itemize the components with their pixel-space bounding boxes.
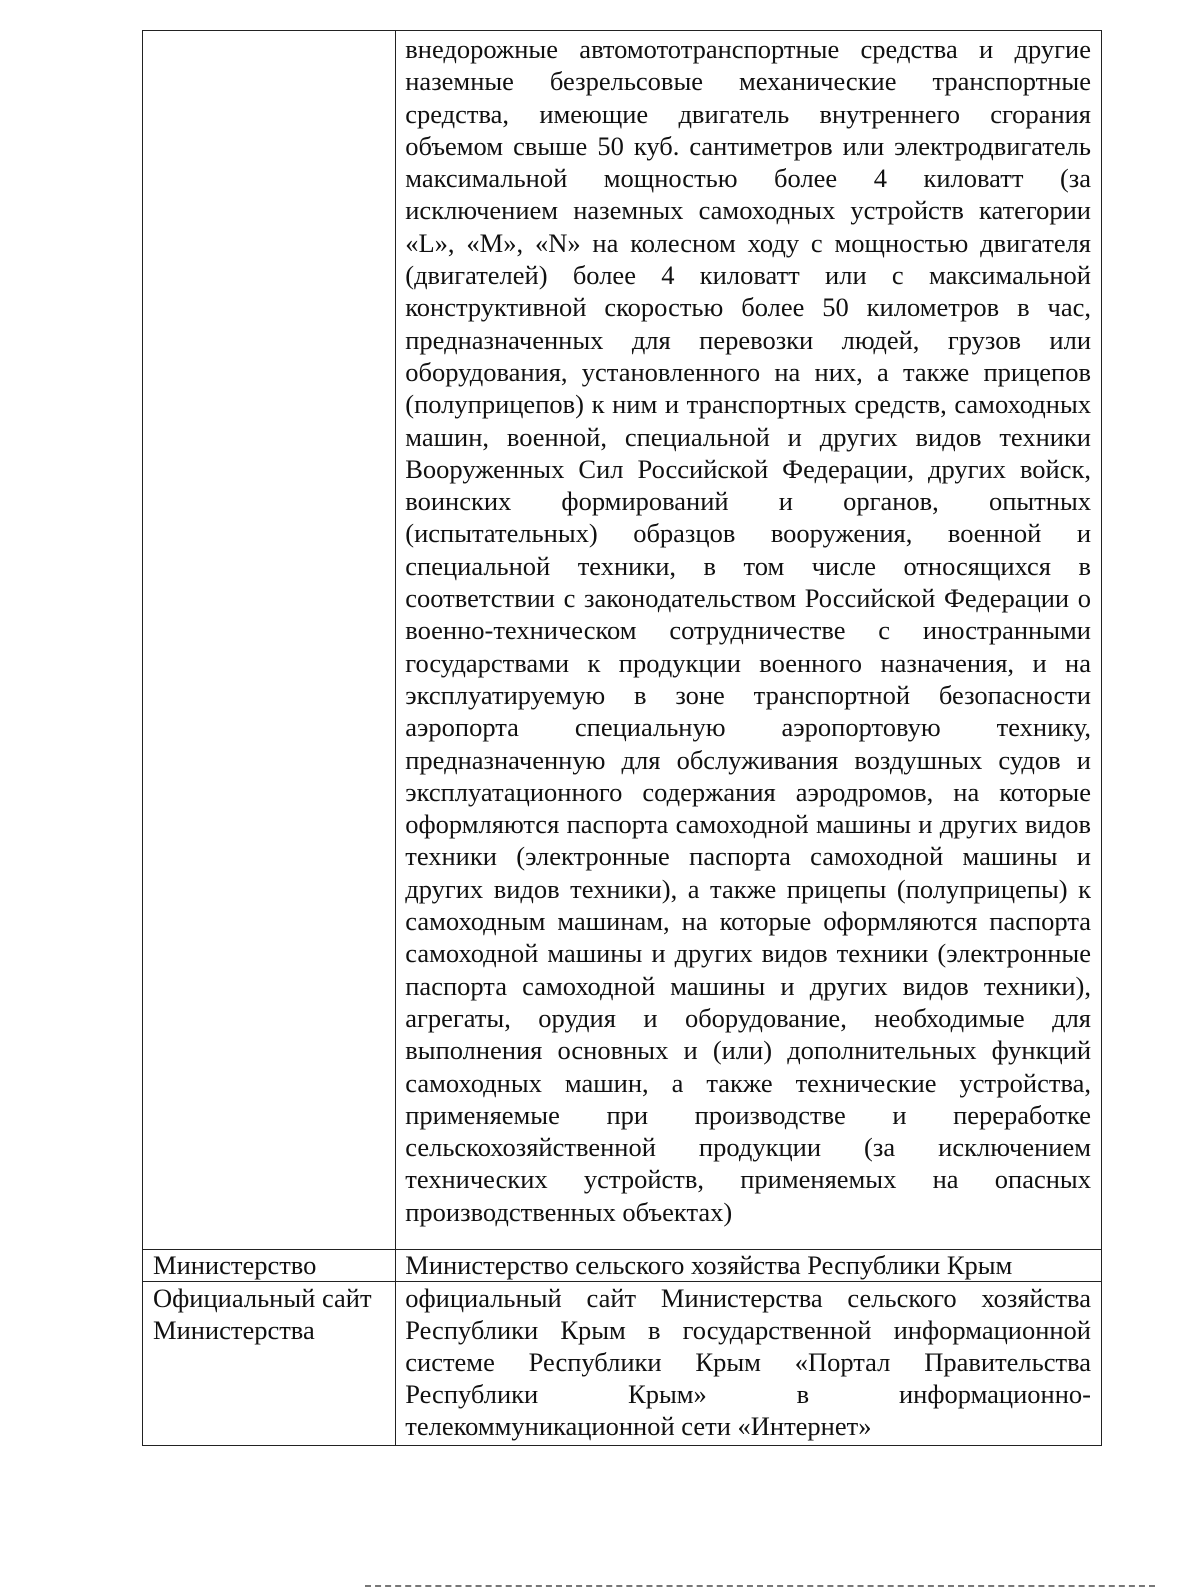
definition-cell: официальный сайт Министерства сельского хозяйства Республики Крым в государственной информационной системе Республики Крым «Портал Правительства Республики Крым» в информационно-телекоммуникационной сети «Интернет» (396, 1282, 1102, 1446)
table-row (143, 31, 1102, 1250)
table-row (143, 1282, 1102, 1446)
table-row (143, 1250, 1102, 1282)
term-cell: Министерство (143, 1250, 396, 1282)
definition-cell: Министерство сельского хозяйства Республики Крым (396, 1250, 1102, 1282)
term-cell: Официальный сайт Министерства (143, 1282, 396, 1446)
definitions-table (142, 30, 1102, 1446)
definition-cell: внедорожные автомототранспортные средства и другие наземные безрельсовые механические транспортные средства, имеющие двигатель внутреннего сгорания объемом свыше 50 куб. сантиметров или электродвигатель максимальной мощностью более 4 киловатт (за исключением наземных самоходных устройств категории «L», «M», «N» на колесном ходу с мощностью двигателя (двигателей) более 4 киловатт или с максимальной конструктивной скоростью более 50 километров в час, предназначенных для перевозки людей, грузов или оборудования, установленного на них, а также прицепов (полуприцепов) к ним и транспортных средств, самоходных машин, военной, специальной и других видов техники Вооруженных Сил Российской Федерации, других войск, воинских формирований и органов, опытных (испытательных) образцов вооружения, военной и специальной техники, в том числе относящихся в соответствии с законодательством Российской Федерации о военно-техническом сотрудничестве с иностранными государствами к продукции военного назначения, и на эксплуатируемую в зоне транспортной безопасности аэропорта специальную аэропортовую технику, предназначенную для обслуживания воздушных судов и эксплуатационного содержания аэродромов, на которые оформляются паспорта самоходной машины и других видов техники (электронные паспорта самоходной машины и других видов техники), а также прицепы (полуприцепы) к самоходным машинам, на которые оформляются паспорта самоходной машины и других видов техники (электронные паспорта самоходной машины и других видов техники), агрегаты, орудия и оборудование, необходимые для выполнения основных и (или) дополнительных функций самоходных машин, а также технические устройства, применяемые при производстве и переработке сельскохозяйственной продукции (за исключением технических устройств, применяемых на опасных производственных объектах) (396, 31, 1102, 1250)
term-cell (143, 31, 396, 1250)
page-bottom-rule (365, 1585, 1155, 1587)
